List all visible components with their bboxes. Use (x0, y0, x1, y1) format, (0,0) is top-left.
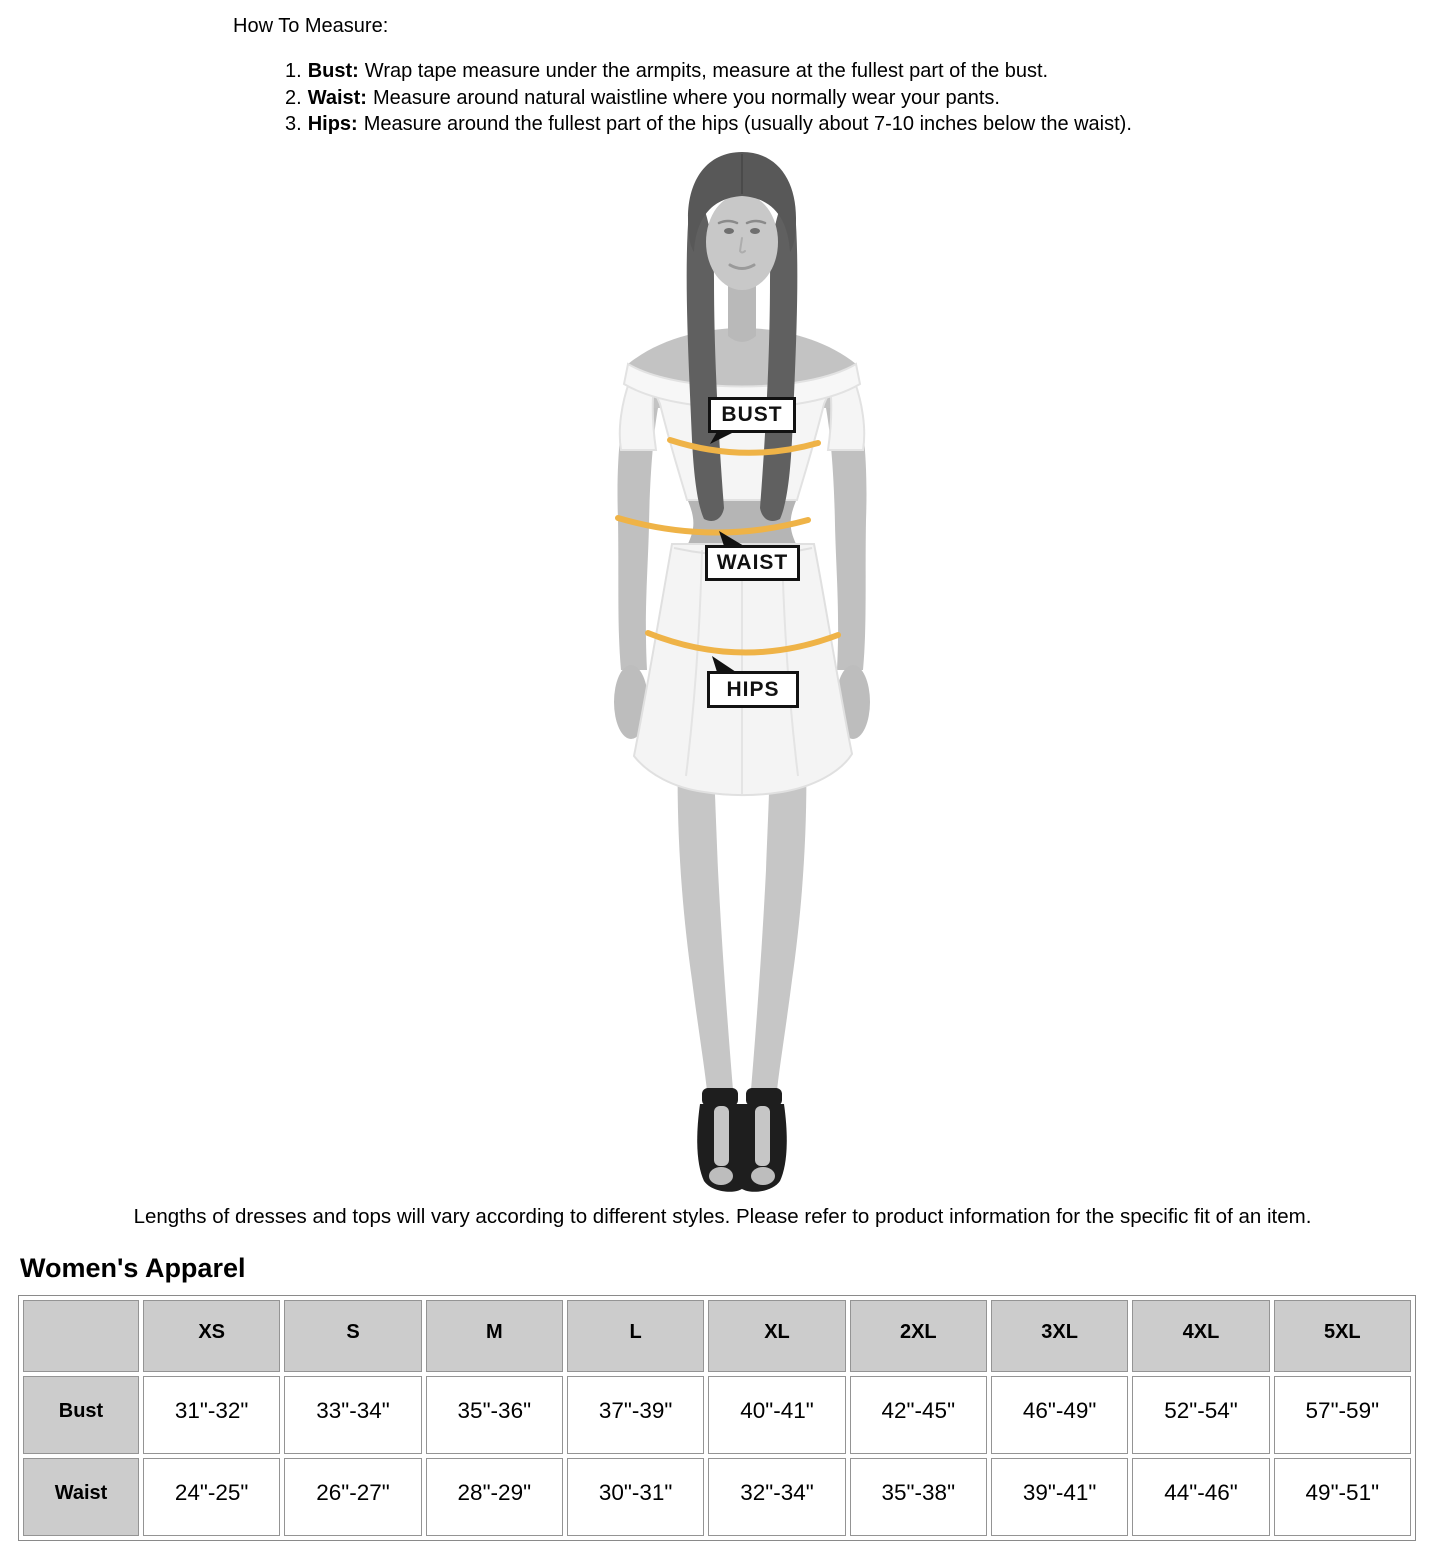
size-col-header: S (284, 1300, 421, 1372)
section-title: Women's Apparel (20, 1253, 246, 1283)
waist-label: WAIST (705, 545, 800, 581)
size-cell: 42"-45" (850, 1376, 987, 1454)
size-cell: 33"-34" (284, 1376, 421, 1454)
bust-row (23, 1376, 1411, 1454)
size-cell: 39"-41" (991, 1458, 1128, 1536)
size-cell: 30"-31" (567, 1458, 704, 1536)
size-col-header: 4XL (1132, 1300, 1269, 1372)
size-header-row (23, 1300, 1411, 1372)
measurement-term: Bust: (307, 60, 359, 82)
size-note: Lengths of dresses and tops will vary according to different styles. Please refer to product information for the specific fit of an item. (133, 1205, 1312, 1228)
skirt (634, 544, 852, 795)
instruction-text: Wrap tape measure under the armpits, measure at the fullest part of the bust. (364, 60, 1049, 82)
size-cell: 44"-46" (1132, 1458, 1269, 1536)
size-cell: 37"-39" (567, 1376, 704, 1454)
size-chart-table (18, 1295, 1416, 1541)
size-cell: 31"-32" (143, 1376, 280, 1454)
bust-label: BUST (708, 397, 796, 433)
size-col-header: L (567, 1300, 704, 1372)
how-to-measure-title: How To Measure: (233, 15, 389, 37)
size-cell: 52"-54" (1132, 1376, 1269, 1454)
legs (678, 748, 807, 1102)
size-row-label: Bust (23, 1376, 139, 1454)
size-cell: 40"-41" (708, 1376, 845, 1454)
size-row-label: Waist (23, 1458, 139, 1536)
instruction-text: Measure around natural waistline where you normally wear your pants. (372, 86, 1000, 109)
measurement-term: Waist: (307, 86, 367, 109)
size-cell: 26"-27" (284, 1458, 421, 1536)
instruction-number: 1. (285, 60, 302, 82)
size-cell: 32"-34" (708, 1458, 845, 1536)
high-heel-shoes (697, 1088, 787, 1192)
size-col-header: 2XL (850, 1300, 987, 1372)
measurement-term: Hips: (307, 113, 358, 135)
size-col-header: M (426, 1300, 563, 1372)
instruction-number: 2. (285, 86, 302, 109)
size-cell: 46"-49" (991, 1376, 1128, 1454)
size-cell: 57"-59" (1274, 1376, 1411, 1454)
instruction-number: 3. (285, 113, 302, 135)
size-col-header: XS (143, 1300, 280, 1372)
size-cell: 35"-36" (426, 1376, 563, 1454)
size-col-header: 3XL (991, 1300, 1128, 1372)
size-cell: 49"-51" (1274, 1458, 1411, 1536)
instruction-bust (285, 58, 1132, 85)
size-cell: 35"-38" (850, 1458, 987, 1536)
waist-row (23, 1458, 1411, 1536)
instruction-text: Measure around the fullest part of the hips (usually about 7-10 inches below the waist). (363, 113, 1132, 135)
size-col-header: 5XL (1274, 1300, 1411, 1372)
size-cell: 28"-29" (426, 1458, 563, 1536)
hips-label: HIPS (707, 671, 799, 708)
measure-instructions (285, 58, 1132, 138)
corner-cell (23, 1300, 139, 1372)
instruction-waist (285, 85, 1132, 112)
instruction-hips (285, 111, 1132, 138)
size-col-header: XL (708, 1300, 845, 1372)
size-cell: 24"-25" (143, 1458, 280, 1536)
model-figure (590, 150, 890, 1195)
